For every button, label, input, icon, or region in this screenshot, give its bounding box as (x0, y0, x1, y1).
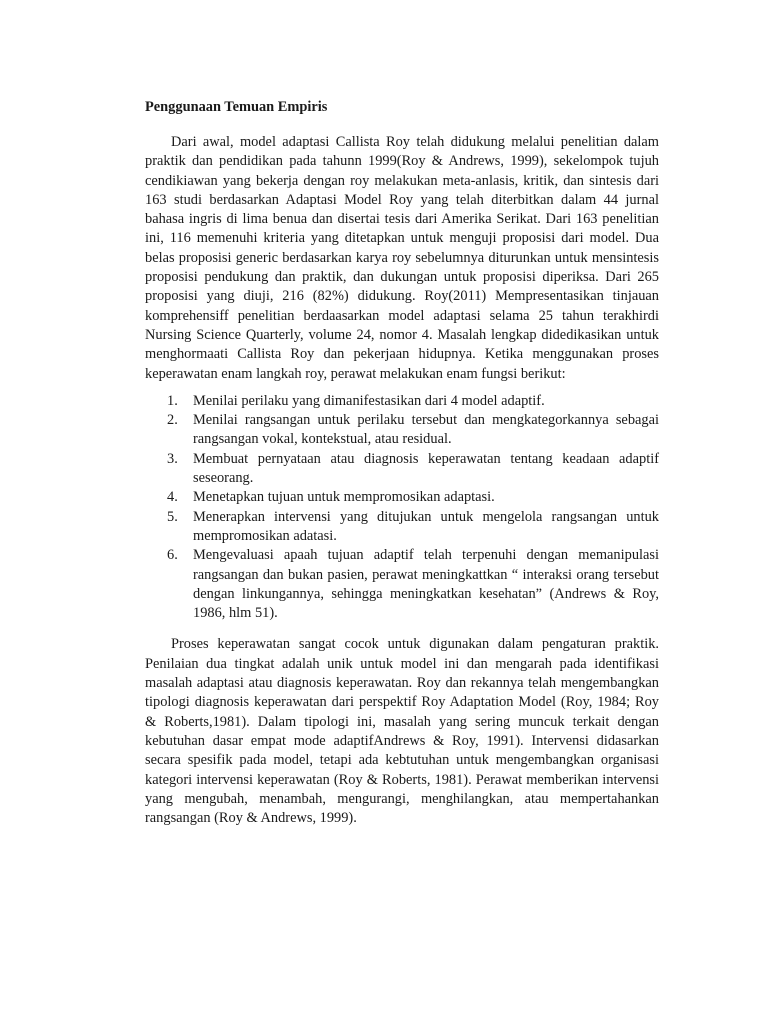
document-page (145, 98, 659, 828)
list-number: 2. (167, 412, 178, 429)
list-text: Menetapkan tujuan untuk mempromosikan adaptasi. (193, 489, 495, 506)
list-item (145, 546, 659, 623)
list-number: 6. (167, 547, 178, 564)
list-text: Menilai perilaku yang dimanifestasikan dari 4 model adaptif. (193, 392, 545, 409)
list-item (145, 392, 659, 411)
list-item (145, 411, 659, 450)
list-text: Menerapkan intervensi yang ditujukan untuk mengelola rangsangan untuk mempromosikan adatasi. (193, 508, 659, 544)
list-number: 3. (167, 450, 178, 467)
list-item (145, 488, 659, 507)
paragraph-process: Proses keperawatan sangat cocok untuk digunakan dalam pengaturan praktik. Penilaian dua tingkat adalah unik untuk model ini dan mengarah pada identifikasi masalah adaptasi atau diagnosis keperawatan. Roy dan rekannya telah mengembangkan tipologi diagnosis keperawatan dari perspektif Roy Adaptation Model (Roy, 1984; Roy & Roberts,1981). Dalam tipologi ini, masalah yang sering muncuk terkait dengan kebutuhan dasar empat mode adaptifAndrews & Roy, 1991). Intervensi didasarkan secara spesifik pada model, tetapi ada kebtutuhan untuk mengembangkan organisasi kategori intervensi keperawatan (Roy & Roberts, 1981). Perawat memberikan intervensi yang mengubah, menambah, mengurangi, menghilangkan, atau mempertahankan rangsangan (Roy & Andrews, 1999). (145, 636, 659, 827)
list-text: Membuat pernyataan atau diagnosis keperawatan tentang keadaan adaptif seseorang. (193, 450, 659, 487)
list-number: 4. (167, 489, 178, 506)
list-number: 5. (167, 508, 178, 525)
list-number: 1. (167, 392, 178, 409)
section-heading: Penggunaan Temuan Empiris (145, 99, 328, 115)
list-text: Mengevaluasi apaah tujuan adaptif telah terpenuhi dengan memanipulasi rangsangan dan bukan pasien, perawat meningkattkan “ interaksi orang tersebut dengan linkungannya, sehingga meningkatkan kesehatan” (Andrews & Roy, 1986, hlm 51). (193, 547, 659, 622)
function-list (145, 392, 659, 624)
paragraph-intro: Dari awal, model adaptasi Callista Roy telah didukung melalui penelitian dalam praktik dan pendidikan pada tahunn 1999(Roy & Andrews, 1999), sekelompok tujuh cendikiawan yang bekerja dengan roy melakukan meta-anlasis, kritik, dan sintesis dari 163 studi berdasarkan Adaptasi Model Roy yang telah diterbitkan dalam 44 jurnal bahasa ingris di lima benua dan disertai tesis dari Amerika Serikat. Dari 163 penelitian ini, 116 memenuhi kriteria yang ditetapkan untuk menguji proposisi dari model. Dua belas proposisi generic berdasarkan karya roy sebelumnya diturunkan untuk mensintesis proposisi pendukung dan praktik, dan dukungan untuk proposisi diperiksa. Dari 265 proposisi yang diuji, 216 (82%) didukung. Roy(2011) Mempresentasikan tinjauan komprehensiff penelitian berdaasarkan model adaptasi selama 25 tahun terakhirdi Nursing Science Quarterly, volume 24, nomor 4. Masalah lengkap didedikasikan untuk menghormaati Callista Roy dan pekerjaan hidupnya. Ketika menggunakan proses keperawatan enam langkah roy, perawat melakukan enam fungsi berikut: (145, 134, 659, 382)
list-item (145, 508, 659, 547)
list-item (145, 450, 659, 489)
list-text: Menilai rangsangan untuk perilaku tersebut dan mengkategorkannya sebagai rangsangan vokal, kontekstual, atau residual. (193, 412, 659, 448)
